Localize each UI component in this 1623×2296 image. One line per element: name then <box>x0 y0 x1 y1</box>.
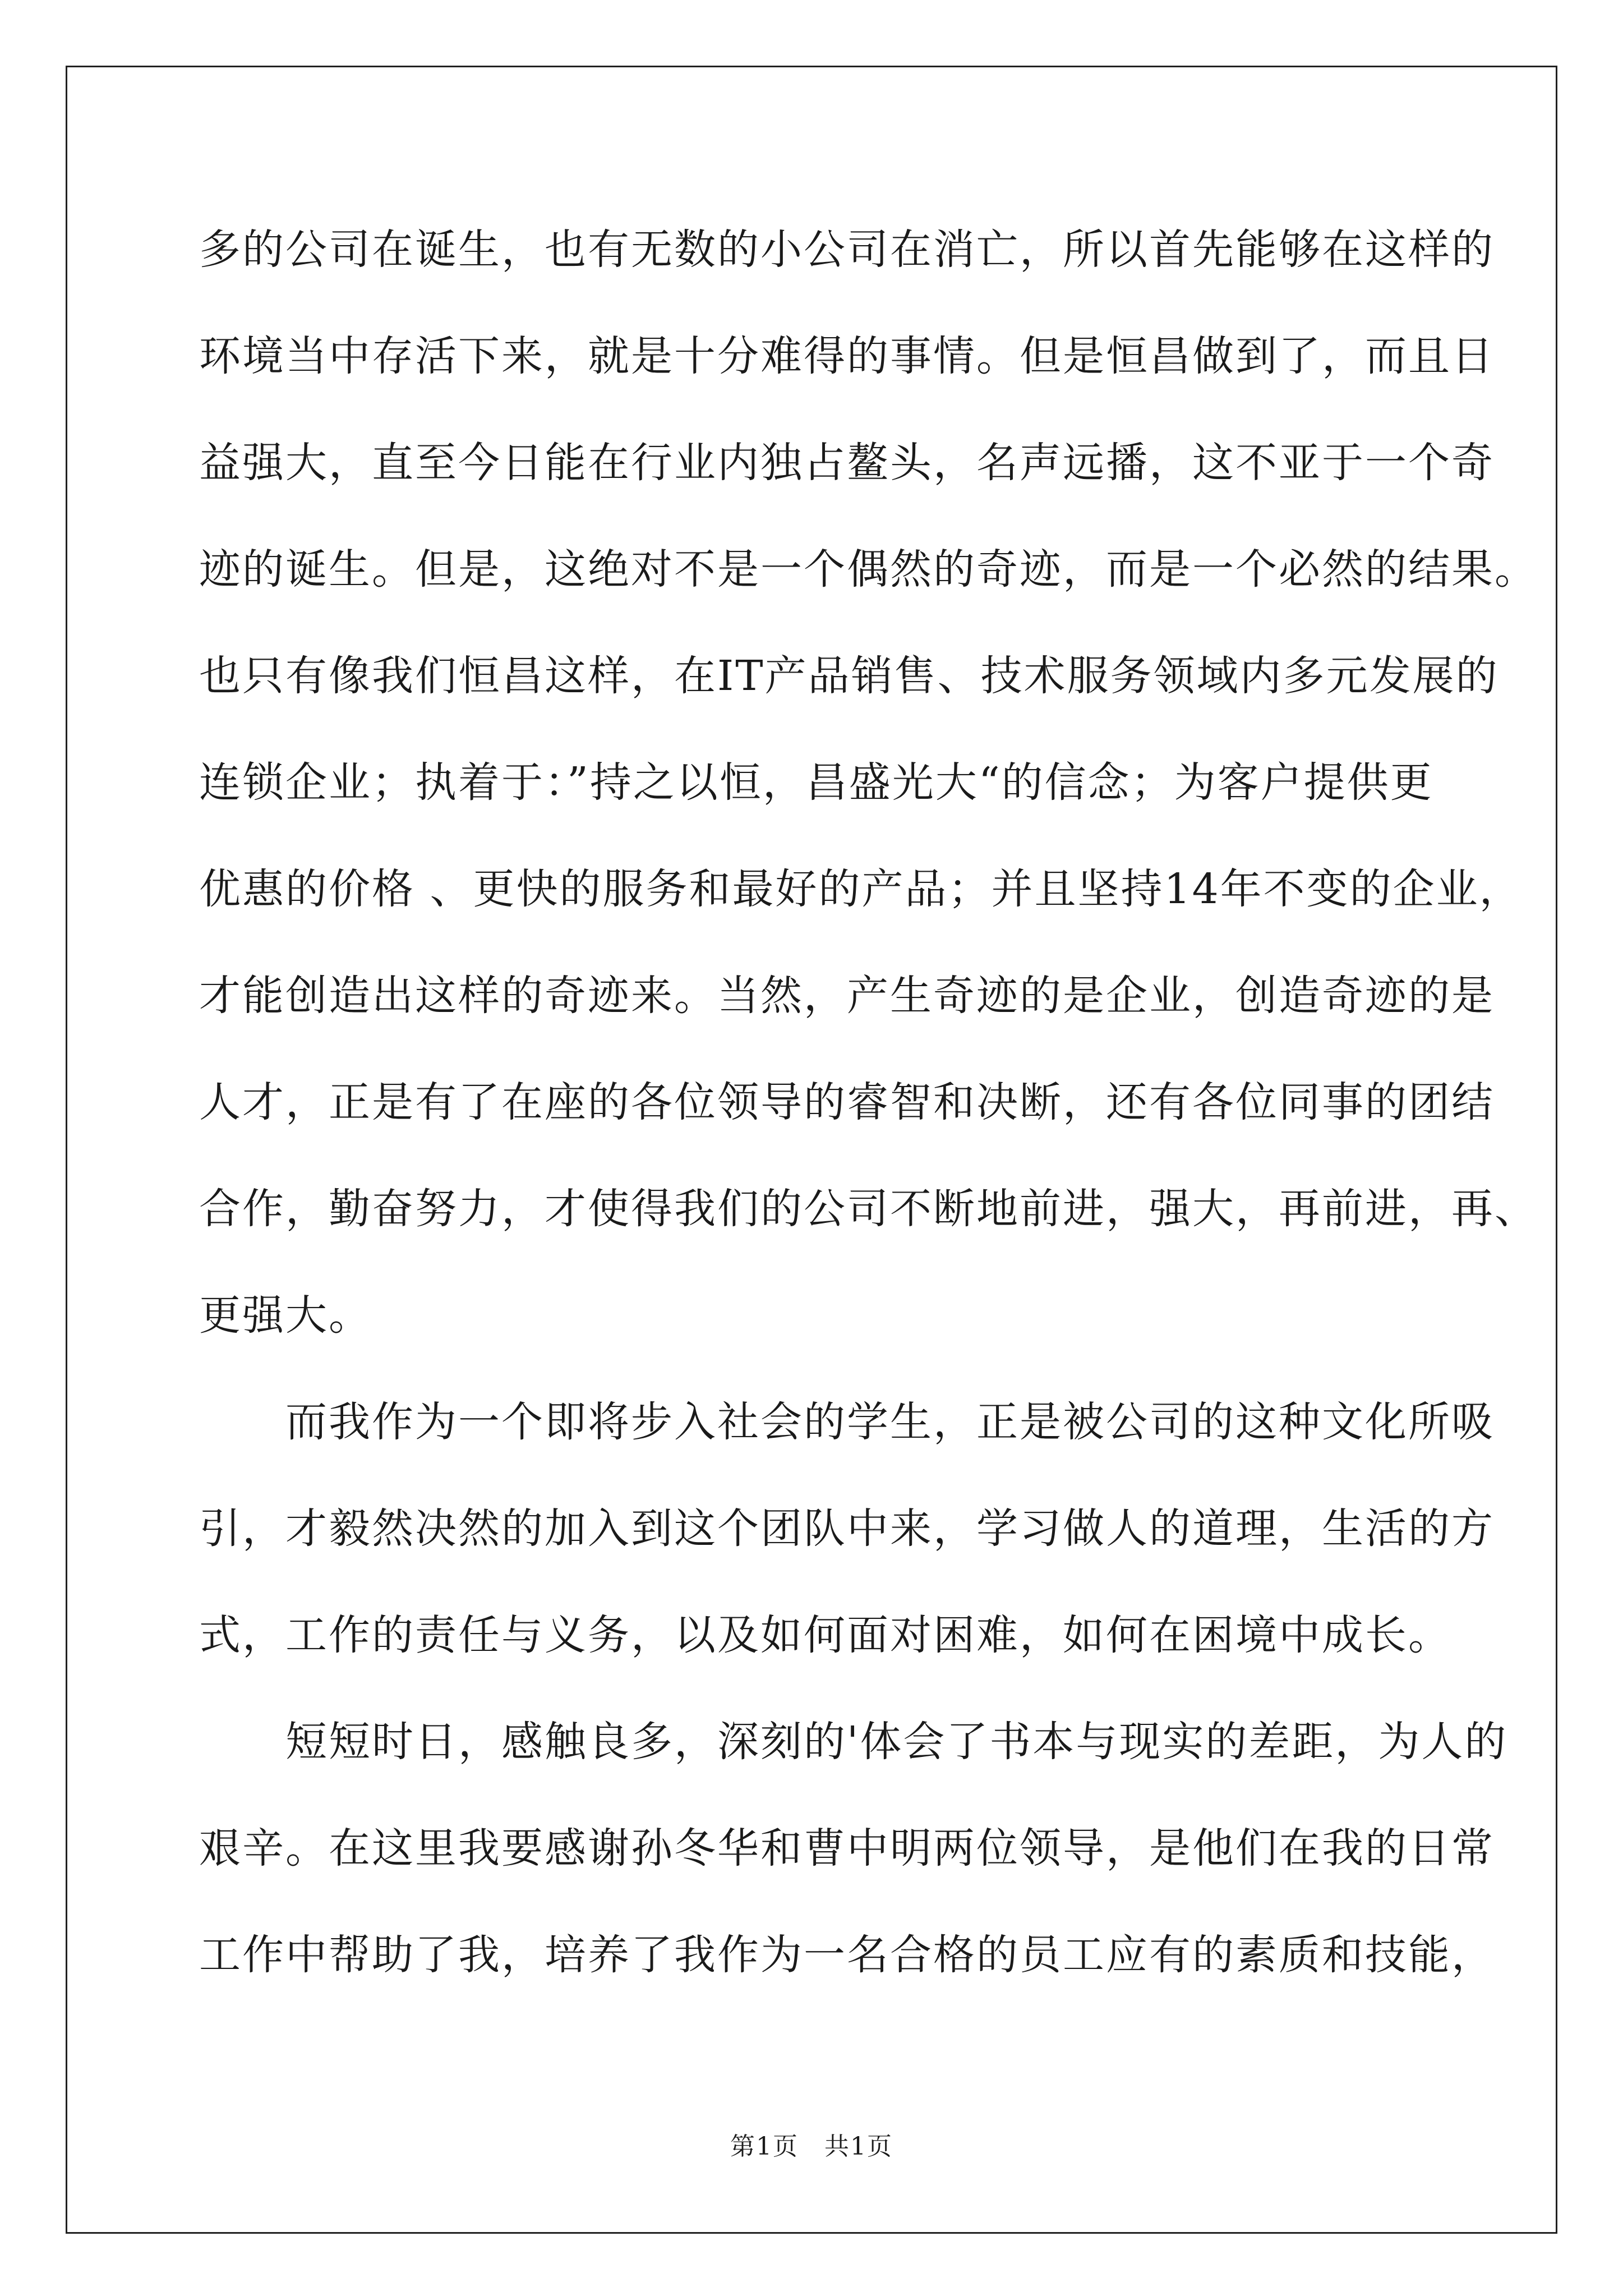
page-number-footer: 第1页 共1页 <box>730 2132 893 2161</box>
text-line: 也只有像我们恒昌这样，在IT产品销售、技术服务领域内多元发展的 <box>199 652 1499 700</box>
text-line: 连锁企业；执着于：”持之以恒，昌盛光大“的信念；为客户提供更 <box>199 758 1433 807</box>
text-line: 才能创造出这样的奇迹来。当然，产生奇迹的是企业，创造奇迹的是 <box>199 972 1495 1020</box>
text-line: 更强大。 <box>199 1291 372 1340</box>
text-line: 引，才毅然决然的加入到这个团队中来，学习做人的道理，生活的方 <box>199 1504 1495 1553</box>
paragraph-start-line: 短短时日，感触良多，深刻的'体会了书本与现实的差距，为人的 <box>199 1718 1508 1766</box>
text-line: 人才，正是有了在座的各位领导的睿智和决断，还有各位同事的团结 <box>199 1078 1495 1126</box>
text-line: 工作中帮助了我，培养了我作为一名合格的员工应有的素质和技能， <box>199 1931 1495 1979</box>
text-line: 优惠的价格 、更快的服务和最好的产品；并且坚持14年不变的企业， <box>199 865 1523 913</box>
text-line: 多的公司在诞生，也有无数的小公司在消亡，所以首先能够在这样的 <box>199 226 1495 274</box>
text-line: 式，工作的责任与义务，以及如何面对困难，如何在困境中成长。 <box>199 1611 1451 1659</box>
text-line: 合作，勤奋努力，才使得我们的公司不断地前进，强大，再前进，再、 <box>199 1185 1538 1233</box>
paragraph-start-line: 而我作为一个即将步入社会的学生，正是被公司的这种文化所吸 <box>199 1398 1495 1446</box>
text-line: 艰辛。在这里我要感谢孙冬华和曹中明两位领导，是他们在我的日常 <box>199 1824 1495 1872</box>
document-body <box>199 216 1538 2028</box>
text-line: 益强大，直至今日能在行业内独占鳌头，名声远播，这不亚于一个奇 <box>199 439 1495 487</box>
text-line: 环境当中存活下来，就是十分难得的事情。但是恒昌做到了，而且日 <box>199 332 1495 380</box>
text-line: 迹的诞生。但是，这绝对不是一个偶然的奇迹，而是一个必然的结果。 <box>199 545 1538 593</box>
